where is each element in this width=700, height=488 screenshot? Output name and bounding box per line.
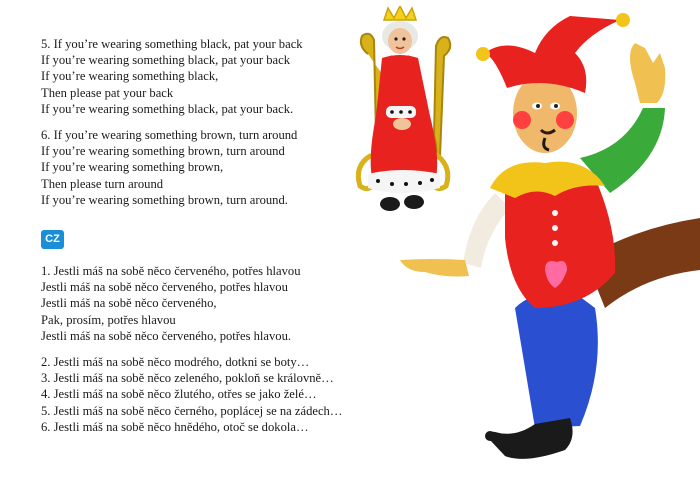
verse-line: If you’re wearing something brown, turn around — [41, 144, 285, 159]
czech-verse-list — [41, 354, 371, 435]
verse-line: If you’re wearing something black, pat your back. — [41, 101, 294, 116]
verse-line: Then please pat your back — [41, 85, 174, 100]
english-verse-6 — [41, 127, 371, 208]
verse-line: Then please turn around — [41, 176, 164, 191]
english-verse-5 — [41, 36, 371, 117]
verse-line: 5. Jestli máš na sobě něco černého, poplácej se na zádech… — [41, 403, 343, 418]
jester-blue-leg — [515, 292, 598, 428]
jester-hat — [485, 16, 620, 93]
verse-line: If you’re wearing something black, — [41, 69, 219, 84]
verse-line: If you’re wearing something brown, turn around. — [41, 192, 288, 207]
czech-verse-1 — [41, 263, 371, 344]
verse-line: 2. Jestli máš na sobě něco modrého, dotkni se boty… — [41, 355, 310, 370]
verse-line: 3. Jestli máš na sobě něco zeleného, pokloň se královně… — [41, 371, 334, 386]
jester-illustration — [395, 8, 700, 473]
verse-line: Jestli máš na sobě něco červeného, potřes hlavou — [41, 280, 288, 295]
verse-line: 1. Jestli máš na sobě něco červeného, potřes hlavou — [41, 264, 301, 279]
jester-right-hand — [630, 43, 665, 103]
verse-line: 6. Jestli máš na sobě něco hnědého, otoč se dokola… — [41, 419, 309, 434]
language-badge-cz: CZ — [41, 230, 64, 249]
verse-line: If you’re wearing something black, pat your back — [41, 53, 290, 68]
verse-line: 6. If you’re wearing something brown, turn around — [41, 128, 298, 143]
verse-line: Jestli máš na sobě něco červeného, — [41, 296, 217, 311]
song-text — [41, 36, 371, 445]
verse-line: 4. Jestli máš na sobě něco žlutého, otřes se jako želé… — [41, 387, 317, 402]
jester-shoe — [488, 418, 572, 459]
verse-line: If you’re wearing something brown, — [41, 160, 224, 175]
jester-left-hand — [400, 259, 469, 277]
verse-line: Jestli máš na sobě něco červeného, potřes hlavou. — [41, 328, 292, 343]
verse-line: 5. If you’re wearing something black, pat your back — [41, 37, 303, 51]
verse-line: Pak, prosím, potřes hlavou — [41, 312, 176, 327]
